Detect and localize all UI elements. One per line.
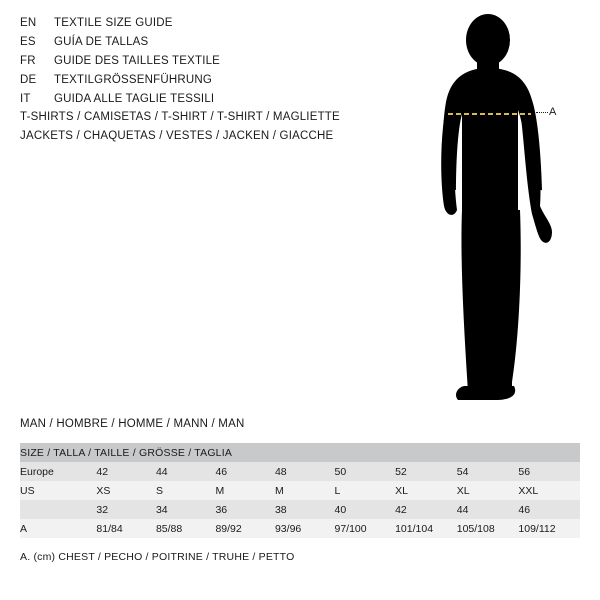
language-text: TEXTILE SIZE GUIDE [54, 17, 173, 29]
cell: 38 [275, 500, 335, 519]
cell: 48 [275, 462, 335, 481]
category-list [20, 111, 410, 149]
cell: 85/88 [156, 519, 216, 538]
table-header-label: SIZE / TALLA / TAILLE / GRÖSSE / TAGLIA [20, 443, 580, 462]
cell: 101/104 [395, 519, 457, 538]
cell: XS [96, 481, 156, 500]
language-row [20, 17, 400, 36]
cell: M [215, 481, 275, 500]
size-table [20, 443, 580, 538]
cell: 46 [215, 462, 275, 481]
cell: 50 [334, 462, 395, 481]
language-text: TEXTILGRÖSSENFÜHRUNG [54, 74, 212, 86]
table-row [20, 500, 580, 519]
row-label: US [20, 481, 96, 500]
cell: 56 [518, 462, 580, 481]
cell: 109/112 [518, 519, 580, 538]
cell: M [275, 481, 335, 500]
cell: XL [457, 481, 519, 500]
row-label [20, 500, 96, 519]
language-text: GUIDA ALLE TAGLIE TESSILI [54, 93, 215, 105]
cell: 36 [215, 500, 275, 519]
cell: 42 [395, 500, 457, 519]
row-label: Europe [20, 462, 96, 481]
cell: 42 [96, 462, 156, 481]
language-text: GUIDE DES TAILLES TEXTILE [54, 55, 221, 67]
language-row [20, 36, 400, 55]
table-header-row [20, 443, 580, 462]
cell: 89/92 [215, 519, 275, 538]
language-code: FR [20, 55, 36, 67]
cell: L [334, 481, 395, 500]
cell: XXL [518, 481, 580, 500]
cell: 52 [395, 462, 457, 481]
cell: 54 [457, 462, 519, 481]
cell: 105/108 [457, 519, 519, 538]
category-tshirts: T-SHIRTS / CAMISETAS / T-SHIRT / T-SHIRT / MAGLIETTE [20, 111, 340, 123]
table-footnote: A. (cm) CHEST / PECHO / POITRINE / TRUHE / PETTO [20, 551, 295, 563]
cell: 44 [156, 462, 216, 481]
table-row [20, 481, 580, 500]
cell: 81/84 [96, 519, 156, 538]
table-row [20, 519, 580, 538]
language-row [20, 55, 400, 74]
cell: 97/100 [334, 519, 395, 538]
language-list [20, 17, 400, 112]
language-text: GUÍA DE TALLAS [54, 36, 149, 48]
language-row [20, 74, 400, 93]
table-row [20, 462, 580, 481]
language-code: DE [20, 74, 37, 86]
cell: 40 [334, 500, 395, 519]
callout-leader-dots [536, 112, 548, 115]
silhouette-icon [400, 10, 590, 410]
cell: XL [395, 481, 457, 500]
callout-label-a: A [549, 106, 557, 118]
cell: S [156, 481, 216, 500]
language-code: ES [20, 36, 36, 48]
group-title-man: MAN / HOMBRE / HOMME / MANN / MAN [20, 418, 245, 430]
cell: 44 [457, 500, 519, 519]
cell: 32 [96, 500, 156, 519]
row-label: A [20, 519, 96, 538]
language-row [20, 93, 400, 112]
category-jackets: JACKETS / CHAQUETAS / VESTES / JACKEN / GIACCHE [20, 130, 334, 142]
language-code: EN [20, 17, 37, 29]
cell: 46 [518, 500, 580, 519]
cell: 34 [156, 500, 216, 519]
language-code: IT [20, 93, 31, 105]
male-silhouette-figure [400, 10, 590, 410]
cell: 93/96 [275, 519, 335, 538]
